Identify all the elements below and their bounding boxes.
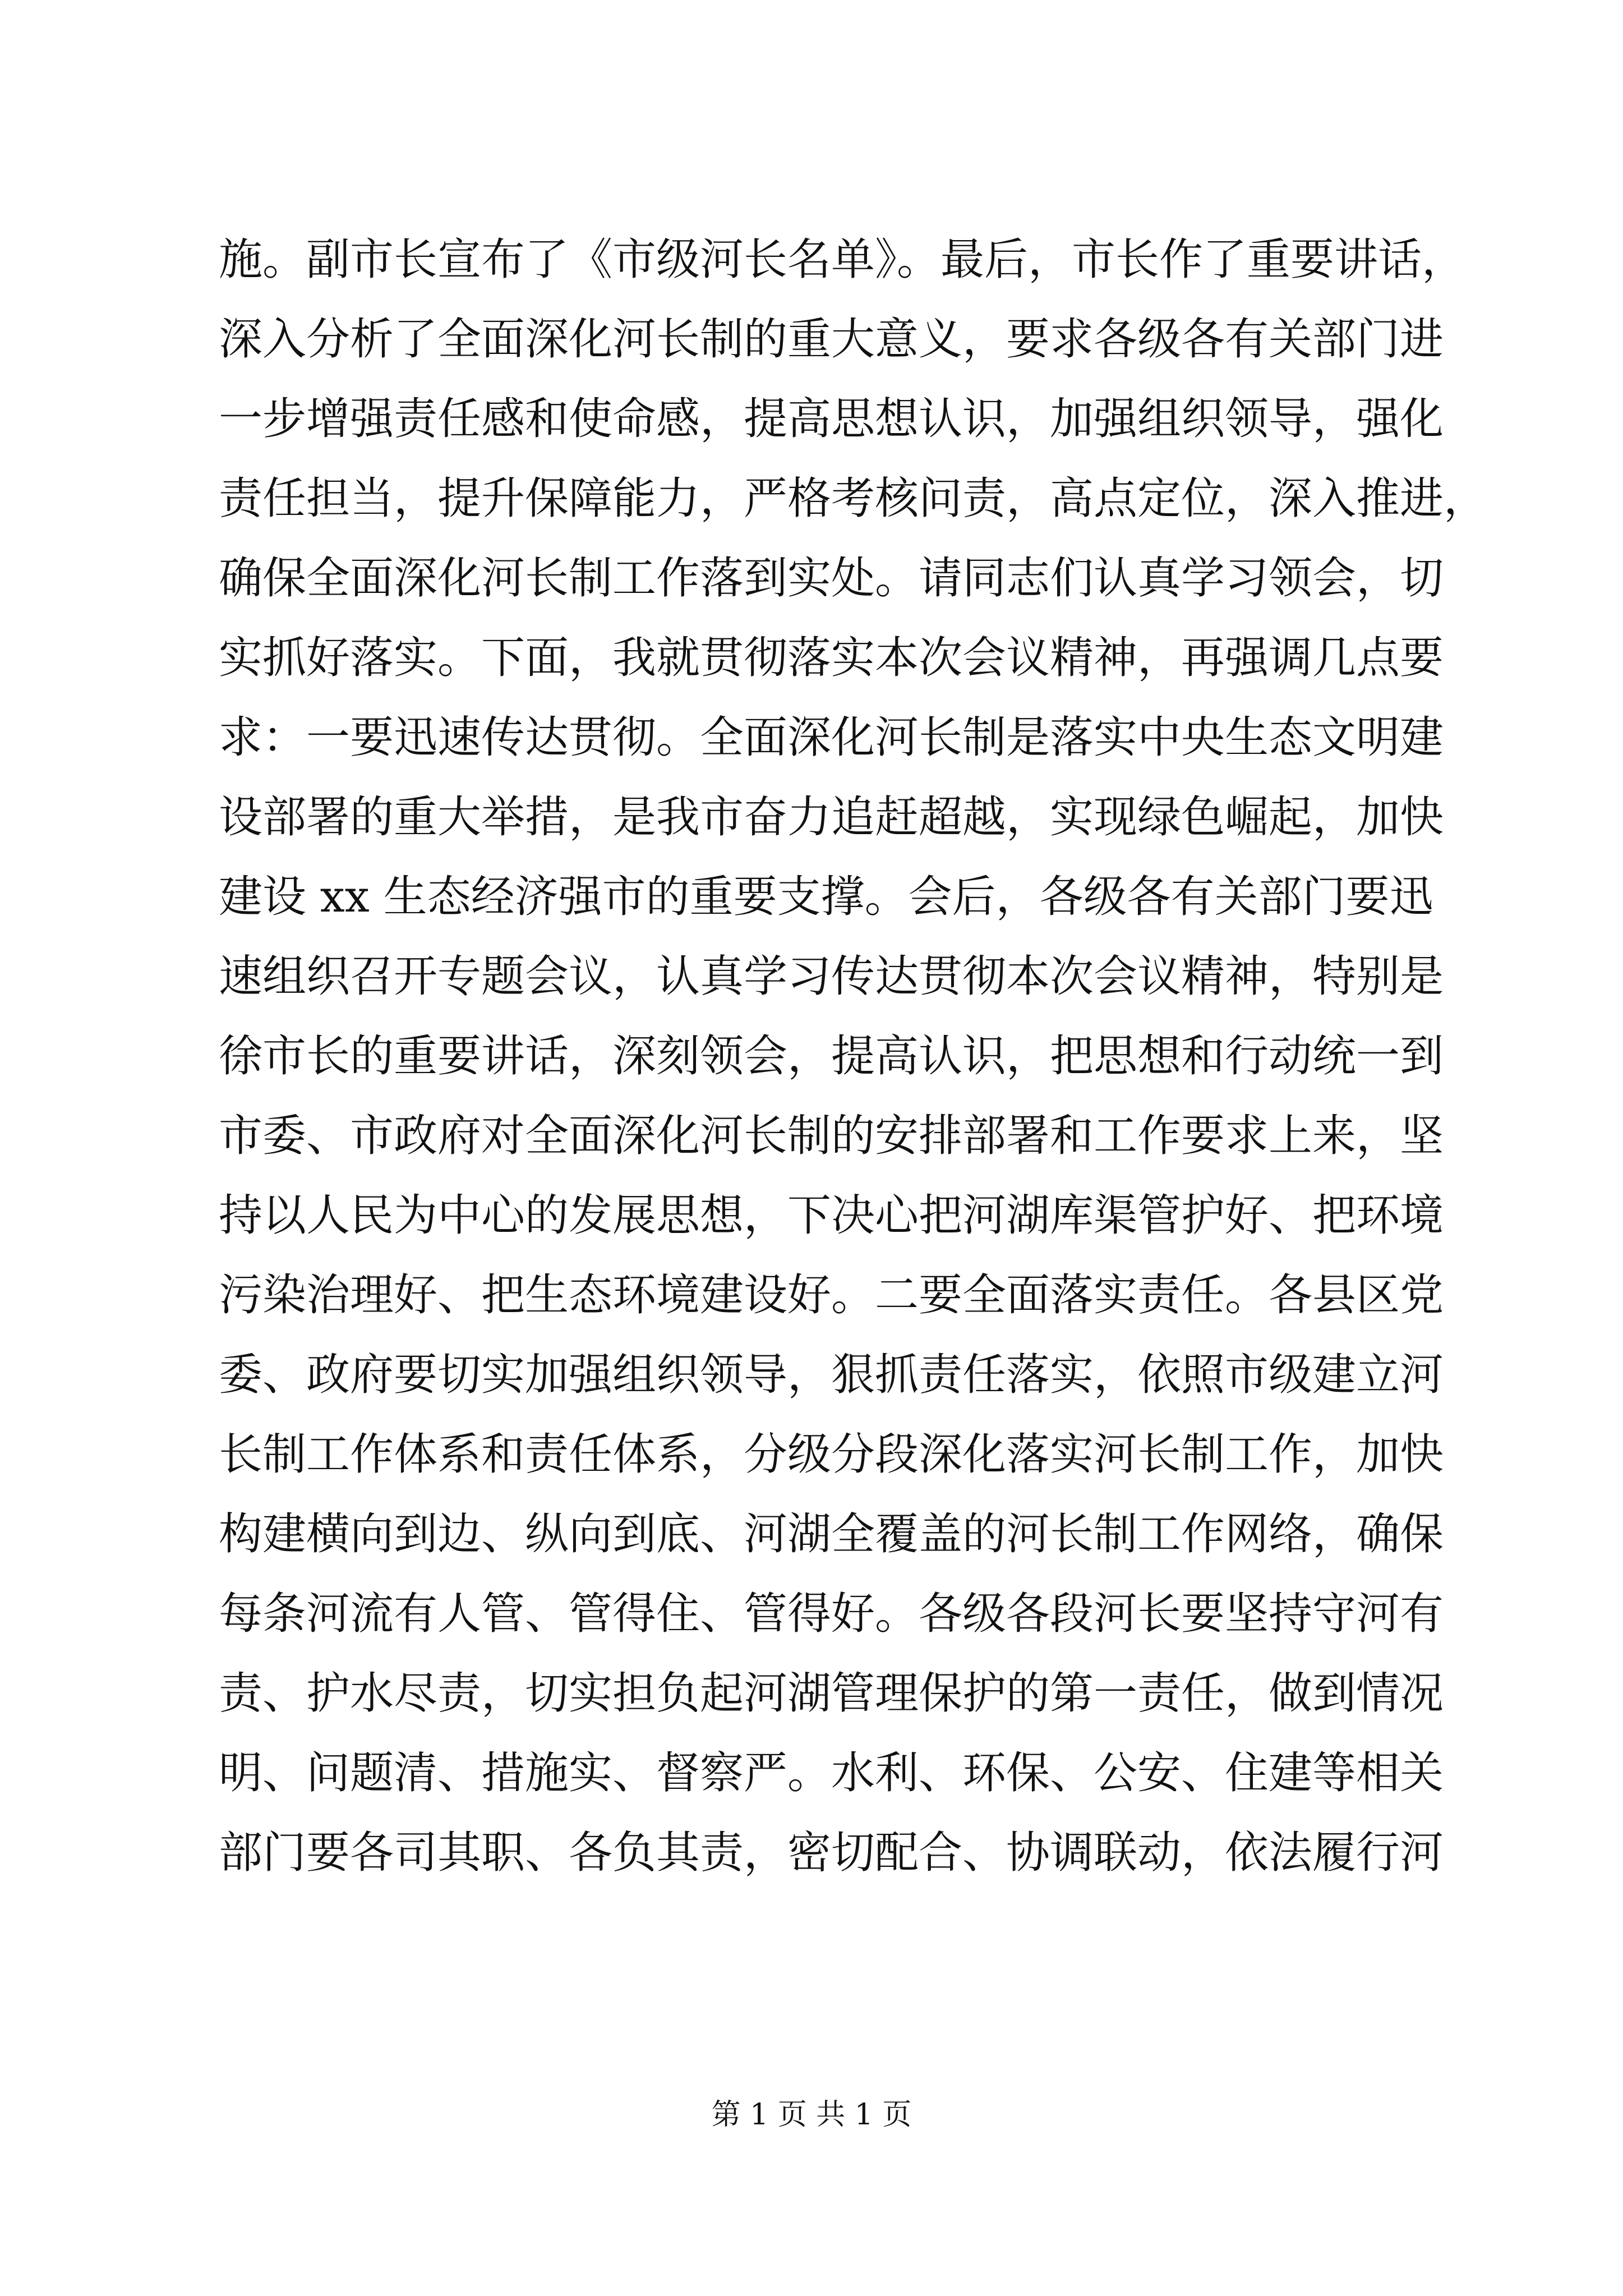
text-line-13: 持以人民为中心的发展思想，下决心把河湖库渠管护好、把环境 [219,1190,1444,1241]
page-footer: 第 1 页 共 1 页 [711,2098,912,2132]
text-line-21: 部门要各司其职、各负其责，密切配合、协调联动，依法履行河 [219,1828,1444,1878]
text-line-17: 构建横向到边、纵向到底、河湖全覆盖的河长制工作网络，确保 [219,1509,1444,1559]
text-line-19: 责、护水尽责，切实担负起河湖管理保护的第一责任，做到情况 [219,1668,1444,1719]
text-line-8: 设部署的重大举措，是我市奋力追赶超越，实现绿色崛起，加快 [219,792,1444,843]
text-line-4: 责任担当，提升保障能力，严格考核问责，高点定位，深入推进， [219,473,1488,524]
text-line-3: 一步增强责任感和使命感，提高思想认识，加强组织领导，强化 [219,394,1444,444]
text-line-12: 市委、市政府对全面深化河长制的安排部署和工作要求上来，坚 [219,1111,1444,1161]
text-line-11: 徐市长的重要讲话，深刻领会，提高认识，把思想和行动统一到 [219,1031,1444,1082]
text-line-18: 每条河流有人管、管得住、管得好。各级各段河长要坚持守河有 [219,1589,1444,1639]
text-line-1: 施。副市长宣布了《市级河长名单》。最后，市长作了重要讲话， [219,234,1466,285]
text-line-15: 委、政府要切实加强组织领导，狠抓责任落实，依照市级建立河 [219,1350,1444,1400]
text-line-20: 明、问题清、措施实、督察严。水利、环保、公安、住建等相关 [219,1748,1444,1798]
text-line-5: 确保全面深化河长制工作落到实处。请同志们认真学习领会，切 [219,553,1444,604]
text-line-10: 速组织召开专题会议，认真学习传达贯彻本次会议精神，特别是 [219,951,1444,1002]
text-line-7: 求：一要迅速传达贯彻。全面深化河长制是落实中央生态文明建 [219,712,1444,763]
text-line-6: 实抓好落实。下面，我就贯彻落实本次会议精神，再强调几点要 [219,633,1444,683]
text-line-16: 长制工作体系和责任体系，分级分段深化落实河长制工作，加快 [219,1429,1444,1480]
text-line-9: 建设 xx 生态经济强市的重要支撑。会后，各级各有关部门要迅 [219,872,1433,922]
text-line-14: 污染治理好、把生态环境建设好。二要全面落实责任。各县区党 [219,1270,1444,1320]
document-body [219,220,1488,1893]
text-line-2: 深入分析了全面深化河长制的重大意义，要求各级各有关部门进 [219,314,1444,365]
